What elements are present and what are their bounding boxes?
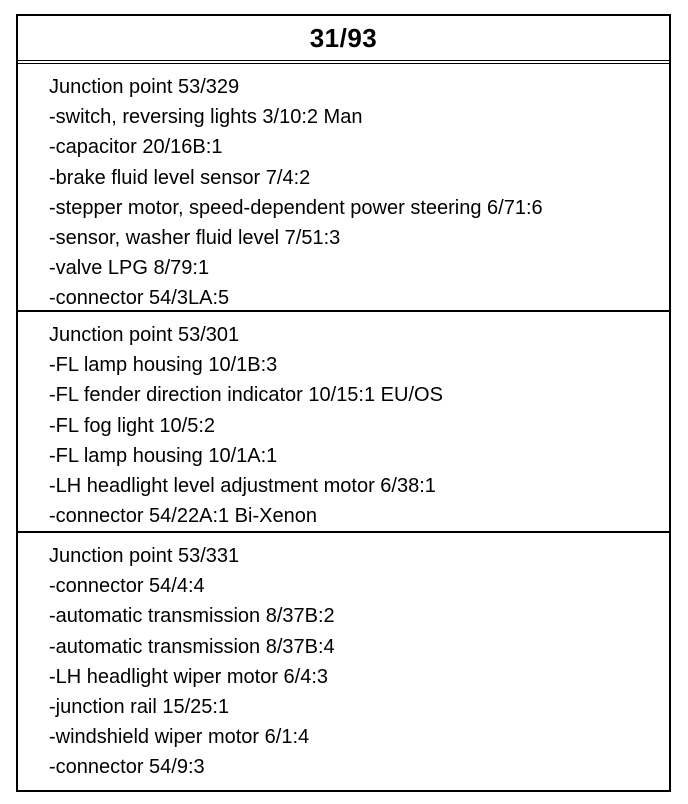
list-item: -brake fluid level sensor 7/4:2 xyxy=(49,166,311,189)
list-item: -switch, reversing lights 3/10:2 Man xyxy=(49,106,363,129)
list-item: -automatic transmission 8/37B:4 xyxy=(49,635,335,658)
list-item: -connector 54/9:3 xyxy=(49,756,205,779)
list-item: -connector 54/3LA:5 xyxy=(49,287,230,310)
list-item: -LH headlight level adjustment motor 6/38:1 xyxy=(49,475,436,498)
list-item: -connector 54/4:4 xyxy=(49,575,205,598)
list-item: -stepper motor, speed-dependent power steering 6/71:6 xyxy=(49,196,543,219)
list-item: -LH headlight wiper motor 6/4:3 xyxy=(49,665,329,688)
list-item: -FL lamp housing 10/1A:1 xyxy=(49,444,278,467)
list-item: -automatic transmission 8/37B:2 xyxy=(49,605,335,628)
list-item: -valve LPG 8/79:1 xyxy=(49,257,210,280)
list-item: -FL lamp housing 10/1B:3 xyxy=(49,354,278,377)
list-item: -sensor, washer fluid level 7/51:3 xyxy=(49,227,341,250)
junction-section-53-329 xyxy=(18,64,669,312)
page-title: 31/93 xyxy=(18,16,669,64)
list-item: -junction rail 15/25:1 xyxy=(49,696,230,719)
list-item: -connector 54/22A:1 Bi-Xenon xyxy=(49,505,317,528)
list-item: -windshield wiper motor 6/1:4 xyxy=(49,726,310,749)
list-item: -capacitor 20/16B:1 xyxy=(49,136,223,159)
junction-heading: Junction point 53/329 xyxy=(49,76,240,98)
junction-table xyxy=(16,14,671,792)
junction-section-53-331 xyxy=(18,533,669,790)
list-item: -FL fender direction indicator 10/15:1 EU/OS xyxy=(49,384,443,407)
junction-heading: Junction point 53/301 xyxy=(49,324,240,346)
junction-heading: Junction point 53/331 xyxy=(49,545,240,567)
list-item: -FL fog light 10/5:2 xyxy=(49,414,216,437)
junction-section-53-301 xyxy=(18,312,669,533)
